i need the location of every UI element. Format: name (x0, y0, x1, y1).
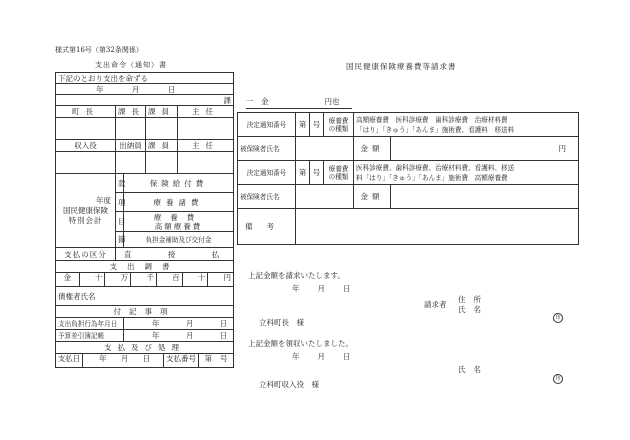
stamp-box (178, 118, 234, 140)
insured-name-label-2: 被保険者氏名 (238, 185, 296, 209)
approval-lead: 主任 (178, 106, 234, 118)
payment-class-label: 支払の区分 (56, 248, 116, 261)
stamp-box (56, 152, 116, 174)
insured-name-label: 被保険者氏名 (238, 137, 296, 161)
claim-amount: 一 金 円也 (246, 97, 340, 106)
item-treatment-costs: 療養費 高額療養費 (124, 212, 234, 232)
approval-staff-2: 課員 (146, 140, 178, 152)
processing-header: 支払及び処理 (56, 342, 234, 354)
insured-name-value (296, 137, 354, 161)
code-moku: 目 (116, 212, 124, 232)
commitment-date-label: 支出負担行為年月日 (56, 318, 124, 330)
address-label: 住所 (458, 295, 489, 304)
payday: 支払日 年 月 日 (56, 354, 164, 368)
approval-lead-2: 主任 (178, 140, 234, 152)
payment-class-value: 直 接 払 (116, 248, 234, 261)
right-form-title: 国民健康保険療養費等請求書 (346, 62, 457, 71)
types-block-2: 医科診療費、歯科診療費、治療材料費、看護料、移送 料「はり」「きゅう」「あんま」施術費 高額療養費 (354, 161, 579, 185)
code-setsu: 節 (116, 232, 124, 248)
stamp-box (116, 152, 146, 174)
decision-no-label-2: 決定通知番号 (238, 161, 296, 185)
item-insurance-benefits: 保険給付費 (124, 174, 234, 193)
request-date: 年 月 日 (292, 284, 351, 293)
amount-cell: 金額 円 (354, 137, 579, 161)
dai-2: 第 (296, 161, 310, 185)
left-form-title: 支出命令（通知）書 (95, 61, 167, 69)
remarks-value (296, 209, 579, 245)
insured-name-value-2 (296, 185, 354, 209)
approval-treasurer: 収入役 (56, 140, 116, 152)
receipt-text: 上記金額を領収いたしました。 (248, 339, 353, 348)
approval-cashier: 出納員 (116, 140, 146, 152)
addressee-treasurer: 立科町収入役 様 (259, 380, 319, 389)
type-label-2: 療養費の種類 (324, 161, 354, 185)
stamp-box (146, 118, 178, 140)
code-kan: 款 (116, 174, 124, 193)
approval-section-chief: 課長 (116, 106, 146, 118)
approval-mayor: 町長 (56, 106, 116, 118)
account-label: 年度 国民健康保険 特別会計 (56, 174, 116, 248)
commitment-date-value: 年 月 日 (124, 318, 234, 330)
remarks-label: 備考 (238, 209, 296, 245)
stamp-box (178, 152, 234, 174)
payment-order-table (55, 72, 234, 368)
section-row: 課 (56, 95, 234, 106)
approval-staff: 課員 (146, 106, 178, 118)
decision-no-label: 決定通知番号 (238, 113, 296, 137)
amount-underline (246, 108, 352, 109)
seal-icon: 印 (553, 365, 563, 384)
request-text: 上記金額を請求いたします。 (248, 271, 345, 280)
name-label: 氏名 (458, 305, 489, 314)
seal-icon: 印 (553, 304, 563, 323)
notes-header: 付記事項 (56, 306, 234, 318)
budget-ledger-label: 予算差引簿記帳 (56, 330, 124, 342)
stamp-box (116, 118, 146, 140)
form-number: 様式第16号（第32条関係） (55, 46, 143, 54)
stamp-box (56, 118, 116, 140)
creditor-name: 債権者氏名 (56, 287, 234, 306)
item-subsidy: 負担金補助及び交付金 (124, 232, 234, 248)
code-kou: 項 (116, 193, 124, 212)
name-label-2: 氏名 (458, 365, 489, 374)
dai: 第 (296, 113, 310, 137)
amount-cell-2: 金額 (354, 185, 579, 209)
payment-number: 支払番号 第 号 (164, 354, 234, 368)
addressee-mayor: 立科町長 様 (259, 318, 304, 327)
gou-2: 号 (310, 161, 324, 185)
requester-label: 請求者 (424, 300, 447, 309)
item-medical-costs: 療養諸費 (124, 193, 234, 212)
types-block-1: 高額療養費 医科診療費 歯科診療費 治療材料費 「はり」「きゅう」「あんま」施術費、看護料 移送料 (354, 113, 579, 137)
type-label: 療養費の種類 (324, 113, 354, 137)
amount-row: 金 十 万 千 百 十 円 (56, 273, 234, 287)
order-date: 年 月 日 (56, 84, 234, 95)
claim-table (237, 112, 579, 245)
receipt-date: 年 月 日 (292, 352, 351, 361)
stamp-box (146, 152, 178, 174)
budget-ledger-value: 年 月 日 (124, 330, 234, 342)
amount-header: 支出調書 (56, 261, 234, 273)
order-text: 下記のとおり支出を命ずる (56, 73, 234, 84)
gou: 号 (310, 113, 324, 137)
